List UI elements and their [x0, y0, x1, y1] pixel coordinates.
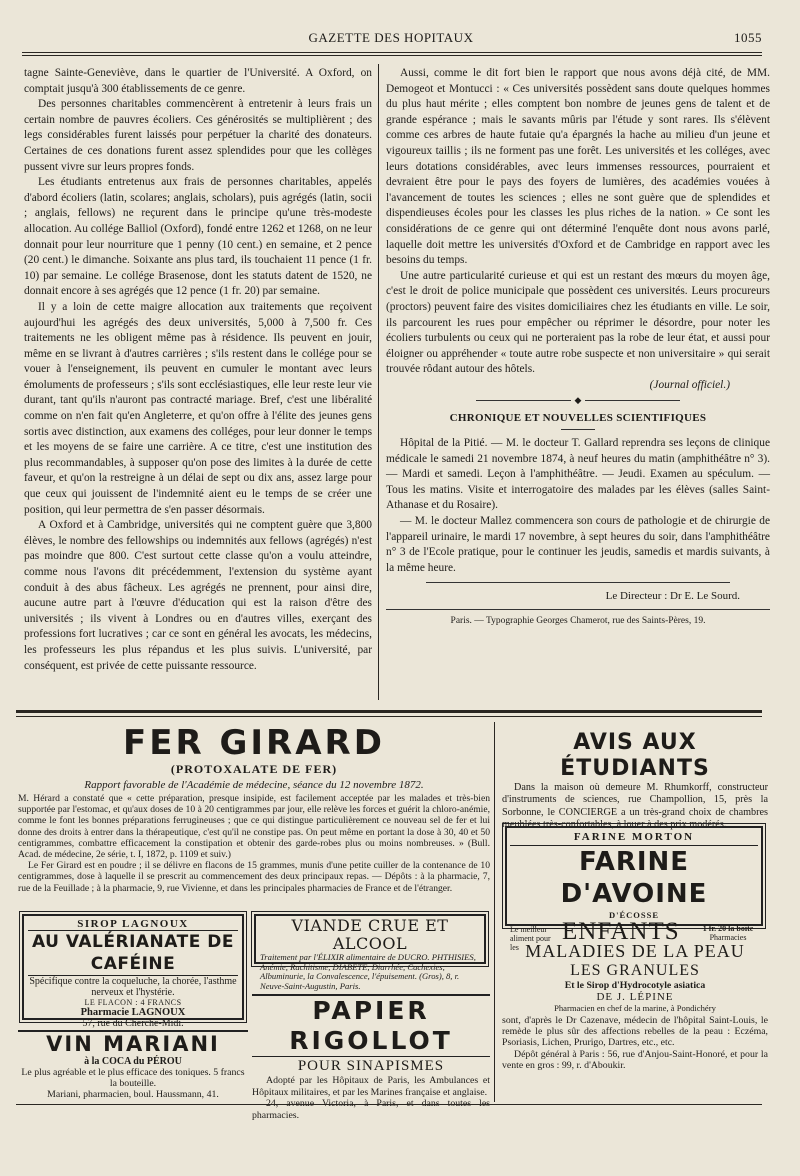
- ad-viande-crue: [254, 914, 486, 991]
- header-rule: [22, 52, 762, 53]
- maladies-body: sont, d'après le Dr Cazenave, médecin de l'hôpital Saint-Louis, le remède le plus sûr des affections rebelles de la peau : Eczéma, Psoriasis, Lichen, Prurigo, Dartres, etc., etc.: [502, 1015, 768, 1049]
- ornament-divider: ◆: [386, 393, 770, 407]
- vin-title: VIN MARIANI: [18, 1030, 248, 1056]
- rigollot-subtitle: POUR SINAPISMES: [297, 1058, 445, 1074]
- column-divider: [378, 64, 379, 700]
- news-item: Hôpital de la Pitié. — M. le docteur T. Gallard reprendra ses leçons de clinique médicale le samedi 21 novembre 1874, à neuf heures du matin (amphithéâtre n° 3). — Mardi et samedi. Leçon à l'amphithéâtre. — Jeudi. Examen au spéculum. — Tous les matins. Visite et interrogatoire des malades par les élèves (salles Saint-Athanase et du Rosaire).: [386, 437, 770, 512]
- avis-body: Dans la maison où demeure M. Rhumkorff, constructeur d'instruments de sciences, rue Champollion, 15, près la Sorbonne, le CONCIERGE a un très-grand choix de chambres meublées très-confortables, à louer à des prix modérés.: [502, 782, 768, 831]
- right-paragraph: Aussi, comme le dit fort bien le rapport que nous avons déjà cité, de MM. Demogeot et Montucci : « Ces universités possèdent sans doute quelques hommes du plus haut mérite ; elles comptent bon nombre de jeunes gens de talent et de grande espérance ; mais le savants mûris par l'étude y sont rares. Ils s'élèvent comme ces arbres de haute futaie qu'a épargnés la hache au milieu d'un jeune et vigoureux taillis ; ils ne forment pas une forêt. Les universités et les colléges, avec leurs dotations considérables, avec leurs immenses ressources, pourraient et devraient être pour le pays des foyers de lumières, des académies vouées à l'avancement de toutes les sciences ; elles ne sont guère que de splendides et dispendieuses écoles pour les classes les plus riches de la nation. » Ce sont les considérations de ce genre qui ont déterminé l'enquête dont nous avons parlé, laquelle doit mettre les universités d'Oxford et de Cambridge en rapport avec les besoins du temps.: [386, 67, 770, 267]
- page-header: [20, 30, 762, 50]
- maladies-line: Et le Sirop d'Hydrocotyle asiatica: [564, 980, 706, 991]
- vin-line: à la COCA du PÉROU: [84, 1056, 182, 1067]
- rigollot-title: PAPIER RIGOLLOT: [252, 994, 490, 1057]
- rigollot-address: 24, avenue Victoria, à Paris, et dans toutes les pharmacies.: [252, 1098, 490, 1121]
- avis-title: AVIS AUX ÉTUDIANTS: [560, 730, 710, 781]
- right-column: [386, 66, 770, 702]
- ad-sirop-lagnoux: [22, 914, 244, 1029]
- farine-price-note: Pharmacies: [709, 933, 747, 942]
- vin-body: Le plus agréable et le plus efficace des toniques. 5 francs la bouteille.: [21, 1067, 245, 1089]
- ad-fer-girard: [18, 724, 490, 902]
- maladies-title: MALADIES DE LA PEAU: [525, 941, 745, 961]
- sirop-pharmacie: Pharmacie LAGNOUX: [80, 1007, 186, 1018]
- farine-line2: D'ÉCOSSE: [608, 910, 660, 920]
- ad-vin-mariani: [18, 1030, 248, 1102]
- farine-left-note: Le meilleur aliment pour les: [510, 925, 551, 952]
- left-paragraph: Des personnes charitables commencèrent à entretenir à leurs frais un certain nombre de pauvres écoliers. Ces générosités se multiplièrent ; des legs considérables furent laissés pour perpétuer la charité des donateurs. Certaines de ces donations furent assez splendides pour que les collèges pussent vivre sur leurs propres fonds.: [24, 98, 372, 173]
- footer-rule-2: [386, 609, 770, 610]
- right-paragraph: Une autre particularité curieuse et qui est un restant des mœurs du moyen âge, c'est le droit de police municipale que possèdent ces universités. Leurs procureurs (proctors) peuvent faire des visites domiciliaires chez les étudiants en ville. Le soir, ils parcourent les rues pour empêcher ou réprimer le désordre, pour noter les écoliers turbulents ou ceux qui ne porteraient pas la robe de leur état, et aussi pour éloigner ou appréhender « toute autre robe suspecte et non universitaire » qui serait trouvée rôdant autour des hôtels.: [386, 269, 770, 376]
- section-title: CHRONIQUE ET NOUVELLES SCIENTIFIQUES: [449, 412, 707, 425]
- fer-girard-body: M. Hérard a constaté que « cette préparation, presque insipide, est facilement acceptée par les malades et très-bien supportée par l'estomac, et qu'aux doses de 10 à 20 centigrammes par jour, elle relève les forces et guérit la chloro-anémie, comme le font les bonnes préparations ferrugineuses ; que ce qui distingue particulièrement ce nouveau sel de fer et lui donne des droits à entrer dans la thérapeutique, c'est qu'il ne constipe pas. On peut même en portant la dose à 30, 40 et 50 centigrammes, combattre efficacement la constipation et obtenir des garde-robes plus ou moins nombreuses. » (Bull. Acad. de médecine, 2e série, t. I, 1872, p. 1109 et suiv.): [18, 793, 490, 861]
- maladies-role: Pharmacien en chef de la marine, à Pondichéry: [554, 1003, 716, 1013]
- printer-line: Paris. — Typographie Georges Chamerot, rue des Saints-Pères, 19.: [450, 616, 706, 626]
- maladies-depot: Dépôt général à Paris : 56, rue d'Anjou-Saint-Honoré, et pour la vente en gros : 99, r. d'Aboukir.: [502, 1048, 768, 1071]
- footer-rule: [426, 582, 730, 583]
- news-item: — M. le docteur Mallez commencera son cours de pathologie et de chirurgie de l'appareil urinaire, le mardi 17 novembre, à sept heures du soir, dans l'amphithéâtre n° 3 de l'Ecole pratique, pour le continuer les jeudis, samedis et mardis suivants, à la même heure.: [386, 515, 770, 574]
- title-rule: [561, 429, 595, 430]
- left-paragraph: Il y a loin de cette maigre allocation aux traitements que reçoivent aujourd'hui les agrégés des deux universités, 5,000 à 7,500 fr. Ces traitements ne les obligent même pas à résidence. Ils peuvent en jouir, même en se livrant à d'autres carrières ; s'ils restent dans le collége pour se vouer à l'enseignement, ils peuvent en cumuler le montant avec leurs émoluments de professeurs ; s'ils sont ecclésiastiques, elle leur reste leur vie durant, tant qu'ils n'auront pas contracté mariage. Bref, c'est une libéralité comme on n'en fait qu'en Angleterre, et qu'on offre à l'élite des jeunes gens sortis avec distinction, aux examens des colléges, pour leur donner le temps et les moyens de se faire une carrière. A ce titre, c'est une institution des plus recommandables, à supposer qu'on pose des limites à la durée de cette faveur, et qu'on la restreigne à un délai de sept ou dix ans, assez large pour que ceux qui jouissent de l'indemnité aient eu le temps de se créer une position, qui leur permettra de s'en passer désormais.: [24, 300, 372, 516]
- sirop-body: Spécifique contre la coqueluche, la chorée, l'asthme nerveux et l'hystérie.: [29, 976, 237, 998]
- left-paragraph: tagne Sainte-Geneviève, dans le quartier de l'Université. A Oxford, on comptait jusqu'à 300 établissements de ce genre.: [24, 67, 372, 95]
- ad-maladies-peau: [502, 940, 768, 1102]
- left-paragraph: A Oxford et à Cambridge, universités qui ne comptent guère que 3,800 élèves, le nombre des fellowships ou indemnités aux fellows (agrégés) n'est pas moindre que 800. C'est surtout cette classe qu'on a voulu atteindre, comme nous l'avons dit précédemment, l'extension du système ayant conduit à des abus fâcheux. Les agrégés ne prennent, pour ainsi dire, aucune autre part à l'œuvre d'éducation qui est la raison d'être des universités ; ils vivent à Londres ou en d'autres villes, exerçant des professions fort lucratives ; car ce sont en général les avocats, les médecins, les professeurs les plus répandus et les plus suivis. L'université, par conséquent, est privée de cette puissante ressource.: [24, 519, 372, 672]
- fer-girard-body2: Le Fer Girard est en poudre ; il se délivre en flacons de 15 grammes, munis d'une petite cuiller de la contenance de 10 centigrammes, dose à laquelle il se prescrit au commencement des deux principaux repas. — Dépôts : à la pharmacie, 7, rue de la Feuillade ; à la pharmacie, 9, rue Vivienne, et dans les principales pharmacies de France et de l'étranger.: [18, 860, 490, 894]
- sirop-line1: SIROP LAGNOUX: [28, 918, 238, 931]
- farine-price: 1 fr. 20 la boîte: [702, 924, 754, 933]
- ads-bottom-rule: [16, 1104, 762, 1105]
- sirop-flacon: LE FLACON : 4 FRANCS: [84, 998, 182, 1007]
- fer-girard-tagline: Rapport favorable de l'Académie de médecine, séance du 12 novembre 1872.: [84, 779, 424, 791]
- rigollot-body: Adopté par les Hôpitaux de Paris, les Ambulances et Hôpitaux militaires, et par les Marines française et anglaise.: [252, 1075, 490, 1098]
- viande-body: Traitement par l'ÉLIXIR alimentaire de DUCRO. PHTHISIES, Anémie, Rachitisme, DIABÈTE, Diarrhée, Cachexies, Albuminurie, la Convalescence, l'épuisement. (Gros), 8, r. Neuve-Saint-Augustin, Paris.: [260, 952, 476, 991]
- director-line: Le Directeur : Dr E. Le Sourd.: [605, 590, 740, 603]
- fer-girard-subtitle: (PROTOXALATE DE FER): [170, 762, 338, 776]
- article-source: (Journal officiel.): [649, 378, 730, 391]
- maladies-subtitle: LES GRANULES: [570, 962, 700, 979]
- ads-top-rule: [16, 710, 762, 713]
- ad-avis-etudiants: [502, 730, 768, 831]
- fer-girard-title: FER GIRARD: [123, 723, 385, 763]
- farine-title: FARINE D'AVOINE: [560, 847, 708, 909]
- left-paragraph: Les étudiants entretenus aux frais de personnes charitables, appelés d'abord écoliers (latin, scolares; anglais, scholars), puis agrégés (latin, socii ; anglais, fellows) ne reçurent dans le principe qu'une très-modeste allocation. Au collége Balliol (Oxford), fondé entre 1262 et 1268, on ne leur donnait pour leur nourriture que 1 penny (10 cent.) en semaine, et 2 pence (20 cent.) le dimanche. Soixante ans plus tard, ils touchaient 11 pence (1 fr. 10) par semaine. Le collége Brasenose, dont les statuts datent de 1520, ne donnait encore à ses agrégés que 12 pence (1 fr. 20) par semaine.: [24, 176, 372, 298]
- page-number: 1055: [734, 30, 762, 45]
- ad-papier-rigollot: [252, 994, 490, 1121]
- header-rule-2: [22, 55, 762, 56]
- sirop-title: AU VALÉRIANATE DE CAFÉINE: [28, 931, 238, 976]
- sirop-address: 57, rue du Cherche-Midi.: [82, 1018, 184, 1029]
- maladies-name: DE J. LÉPINE: [596, 991, 674, 1003]
- farine-line1: FARINE MORTON: [510, 831, 758, 846]
- ads-divider: [494, 722, 495, 1102]
- farine-enfants: ENFANTS: [562, 918, 680, 945]
- viande-title: VIANDE CRUE ET ALCOOL: [291, 916, 449, 953]
- left-column: [24, 66, 372, 702]
- journal-title: GAZETTE DES HOPITAUX: [308, 30, 474, 45]
- vin-address: Mariani, pharmacien, boul. Haussmann, 41.: [47, 1089, 219, 1100]
- ads-top-rule-2: [16, 716, 762, 717]
